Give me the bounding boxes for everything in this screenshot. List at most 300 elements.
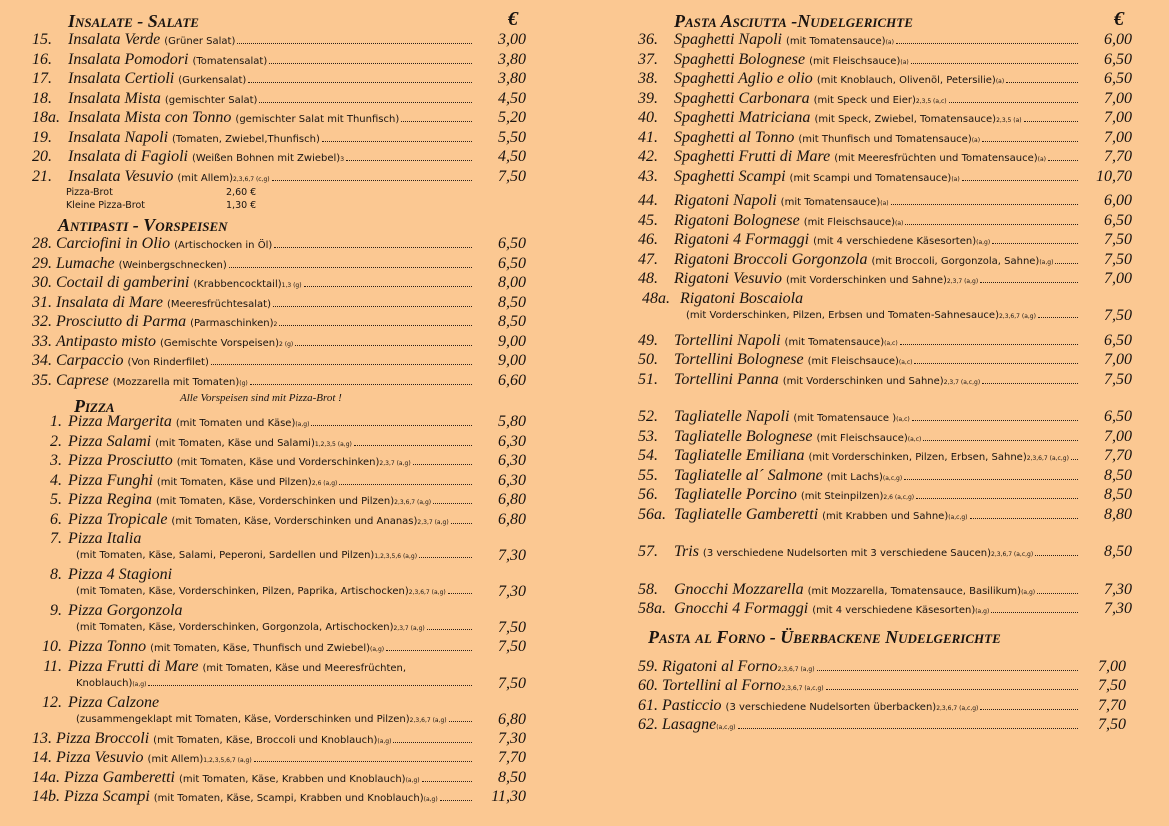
item-price: 5,80 [498,413,526,430]
item-name: Antipasto misto [56,332,157,350]
item-price: 7,50 [1104,370,1132,388]
item-price: 10,70 [1096,167,1132,185]
item-price: 9,00 [498,352,526,369]
dot-leader [448,593,472,594]
item-description: (mit Tomaten, Käse und Salami) [155,437,315,449]
item-price: 7,50 [498,674,526,692]
item-number: 36. [638,31,658,48]
item-description: (3 verschiedene Nudelsorten überbacken) [725,701,937,713]
item-description-cont: Knoblauch) [76,677,133,689]
dot-leader [982,141,1078,142]
dot-leader [422,781,472,782]
dot-leader [949,102,1078,103]
item-name: Rigatoni 4 Formaggi [674,231,810,248]
allergen-codes: 2,6 (a,g) [311,479,338,487]
menu-item [32,412,530,432]
item-name: Pizza Margerita [68,413,172,430]
item-name: Insalata Verde [68,31,161,48]
allergen-codes: (a,g) [1021,588,1036,596]
item-description: (mit Vorderschinken und Sahne) [785,275,947,286]
item-description: (mit Mozzarella, Tomatensauce, Basilikum) [807,585,1022,597]
item-price: 7,00 [1098,657,1126,675]
item-detail-line [76,618,474,639]
allergen-codes: 3 [340,156,345,163]
menu-item [32,167,530,187]
dot-leader [339,484,472,485]
allergen-codes: (a) [900,58,909,66]
item-number: 9. [50,602,62,619]
menu-item [32,89,530,109]
item-price: 6,80 [498,510,526,528]
section-note: Alle Vorspeisen sind mit Pizza-Brot ! [180,392,342,404]
item-description: (mit Speck und Eier) [813,94,916,106]
dot-leader [923,440,1078,441]
allergen-codes: (a,c) [896,416,910,423]
item-number: 14b. [32,788,60,805]
dot-leader [826,689,1078,690]
dot-leader [311,425,472,426]
dot-leader [982,383,1078,384]
menu-item-two-line [32,601,530,637]
dot-leader [401,121,472,122]
menu-item [638,50,1136,70]
item-number: 13. [32,729,52,747]
dot-leader [272,180,472,181]
allergen-codes: (a,c,g) [948,513,968,521]
item-name: Pasticcio [662,696,722,714]
item-detail-line [76,710,474,731]
allergen-codes: 2,3,5 (a) [996,117,1022,124]
item-name: Pizza Gamberetti [64,768,175,786]
allergen-codes: (a,g) [132,680,147,688]
item-name: Gnocchi 4 Formaggi [674,600,809,617]
item-price: 7,00 [1104,351,1132,368]
item-description: (mit Tomaten, Käse, Broccoli und Knoblauch) [153,734,378,746]
item-body [68,30,474,52]
item-number: 33. [32,332,52,350]
dot-leader [248,82,472,83]
item-name: Insalata Mista [68,89,161,107]
item-name: Tagliatelle Emiliana [674,447,805,464]
dot-leader [413,464,472,465]
item-price: 5,20 [498,109,526,126]
item-name: Rigatoni Vesuvio [674,270,782,287]
allergen-codes: 1,2,3,5,6 (a,g) [374,553,418,560]
item-number: 17. [32,70,52,87]
item-name: Pizza Vesuvio [56,749,144,766]
item-description: (Gemischte Vorspeisen) [160,337,280,349]
item-number: 11. [43,657,62,675]
item-number: 54. [638,447,658,464]
dot-leader [279,325,472,326]
dot-leader [148,685,472,686]
menu-item [638,599,1136,619]
item-description: (mit Fleischsauce) [807,356,899,367]
menu-item [638,407,1136,427]
allergen-codes: (a,g) [377,737,392,745]
item-name: Insalata Vesuvio [68,167,174,185]
section-title: Insalate - Salate [68,11,199,31]
menu-item [32,128,530,148]
allergen-codes: 2,3,6,7 (a,g) [409,716,447,724]
menu-item [638,485,1136,505]
allergen-codes: (a) [885,39,894,46]
allergen-codes: (a,c,g) [882,474,903,482]
item-description: (mit Scampi und Tomatensauce) [789,172,952,184]
dot-leader [259,102,472,103]
item-description: (mit Fleischsauce) [816,432,908,444]
allergen-codes: (a,g) [405,776,420,784]
menu-item [638,269,1136,289]
menu-item [32,293,530,313]
item-price: 6,50 [1104,50,1132,68]
menu-item [32,371,530,391]
allergen-codes: (a) [995,78,1005,85]
allergen-codes: 2,3,6,7 (a,c,g) [1026,455,1069,462]
dot-leader [1071,459,1078,460]
item-name: Spaghetti Bolognese [674,50,806,68]
dot-leader [1037,593,1078,594]
dot-leader [970,518,1078,519]
item-name: Rigatoni Bolognese [674,211,800,229]
item-price: 8,50 [498,293,526,311]
item-price: 7,00 [1104,427,1132,445]
item-price: 6,50 [1104,211,1132,229]
item-number: 21. [32,167,52,185]
item-number: 41. [638,128,658,146]
allergen-codes: 2,3,6,7 (a,g) [998,312,1036,320]
dot-leader [914,363,1078,364]
dot-leader [274,247,472,248]
dot-leader [254,761,472,762]
item-name: Gnocchi Mozzarella [674,580,804,598]
item-number: 48a. [642,289,670,307]
menu-item [638,505,1136,525]
item-body [674,167,1080,190]
allergen-codes: 2,3,5 (a,c) [915,97,947,105]
item-number: 18a. [32,109,60,126]
item-body [674,599,1080,622]
item-description: (mit Tomatensauce) [784,336,885,348]
dot-leader [911,63,1078,64]
item-number: 31. [32,293,52,311]
extra-row: Kleine Pizza-Brot 1,30 € [66,200,257,211]
item-price: 7,50 [1104,231,1132,248]
menu-item [638,427,1136,447]
dot-leader [817,670,1078,671]
allergen-codes: 2,3,6,7 (a,g) [408,589,446,596]
item-name: Insalata Napoli [68,128,169,146]
item-price: 6,60 [498,371,526,389]
item-number: 57. [638,543,658,560]
item-price: 7,30 [498,547,526,564]
item-name: Spaghetti Frutti di Mare [674,148,831,165]
item-description: (mit Allem) [147,754,204,765]
item-number: 58a. [638,600,666,617]
menu-item [638,250,1136,270]
item-price: 7,30 [1104,600,1132,617]
item-description: (mit Broccoli, Gorgonzola, Sahne) [871,255,1040,267]
item-price: 7,00 [1104,89,1132,107]
item-price: 6,50 [498,235,526,252]
item-number: 56a. [638,505,666,523]
dot-leader [419,557,472,558]
item-number: 43. [638,167,658,185]
item-description: (mit Tomaten, Käse, Scampi, Krabben und Knoblauch) [153,793,424,804]
item-description: (mit Tomaten, Käse, Vorderschinken, Gorgonzola, Artischocken) [76,622,394,633]
menu-item [32,471,530,491]
allergen-codes: (a) [895,219,904,227]
dot-leader [912,420,1078,421]
item-body [674,370,1080,393]
item-description: (mit Tomaten, Käse und Pilzen) [156,476,312,488]
item-name: Tagliatelle Bolognese [674,427,813,445]
item-description: (3 verschiedene Nudelsorten mit 3 verschiedene Saucen) [702,548,992,559]
item-price: 7,70 [1104,447,1132,464]
menu-item [638,147,1136,167]
menu-item [638,69,1136,89]
menu-item [32,787,530,807]
allergen-codes: (a) [951,175,960,183]
item-price: 7,30 [1104,580,1132,598]
allergen-codes: 2,3,7 (a,g) [393,625,425,632]
dot-leader [992,243,1078,244]
item-name: Lasagne [662,716,717,733]
item-name: Spaghetti Scampi [674,167,786,185]
dot-leader [980,282,1078,283]
item-name: Caprese [56,371,109,389]
dot-leader [304,286,472,287]
item-number: 8. [50,566,62,583]
item-number: 3. [50,452,62,469]
dot-leader [250,384,472,385]
item-number: 30. [32,274,52,291]
dot-leader [991,612,1078,613]
item-description: (mit Tomaten, Käse, Salami, Peperoni, Sardellen und Pilzen) [76,550,375,561]
item-number: 40. [638,109,658,126]
menu-item [32,332,530,352]
item-price: 9,00 [498,332,526,350]
dot-leader [916,498,1078,499]
dot-leader [900,344,1078,345]
item-body [674,505,1080,528]
item-price: 6,50 [1104,408,1132,425]
item-description: (mit Fleischsauce) [803,216,896,228]
item-price: 8,50 [498,313,526,330]
dot-leader [962,180,1078,181]
allergen-codes: (a,g) [423,796,438,803]
currency-symbol: € [508,8,518,30]
menu-item [32,147,530,167]
allergen-codes: 1,2,3,5,6,7 (a,g) [203,757,252,764]
item-number: 35. [32,371,52,389]
item-description: (Parmaschinken) [190,318,274,329]
item-number: 44. [638,192,658,209]
menu-item [638,128,1136,148]
item-price: 7,00 [1104,109,1132,126]
item-number: 5. [50,491,62,508]
dot-leader [1055,263,1078,264]
item-description: (mit Tomaten, Käse und Vorderschinken) [176,457,380,468]
item-name: Rigatoni al Forno [662,657,778,675]
allergen-codes: (a,g) [370,646,385,653]
item-number: 60. [638,677,658,694]
item-name: Pizza Prosciutto [68,452,173,469]
item-description: (Meeresfrüchtesalat) [166,298,271,310]
item-price: 7,50 [498,619,526,636]
item-name: Pizza Funghi [68,471,153,489]
menu-item [32,254,530,274]
item-description: (Grüner Salat) [164,36,236,47]
item-description: (mit Tomatensauce ) [793,413,897,424]
item-description: (mit Tomatensauce) [786,36,886,47]
item-number: 20. [32,148,52,165]
item-price: 7,50 [1104,250,1132,268]
section-antipasti-header [32,212,530,234]
section-forno-header [638,623,1136,649]
allergen-codes: (a,g) [1039,258,1054,266]
item-price: 3,00 [498,31,526,48]
menu-item [32,50,530,70]
item-price: 6,50 [1104,331,1132,349]
item-price: 8,50 [498,768,526,786]
dot-leader [891,204,1078,205]
item-description: (mit Krabben und Sahne) [822,510,949,522]
item-description: (mit Speck, Zwiebel, Tomatensauce) [814,114,997,125]
allergen-codes: 2,3,7 (a,g) [946,278,979,285]
menu-item [638,446,1136,466]
item-description: (mit Fleischsauce) [809,55,901,67]
item-number: 10. [42,638,62,655]
item-name: Spaghetti Carbonara [674,89,810,107]
menu-item [638,108,1136,128]
item-name: Pizza 4 Stagioni [68,566,173,583]
item-name: Spaghetti Napoli [674,31,782,48]
menu-item [32,432,530,452]
menu-item [32,234,530,254]
allergen-codes: 2,3,6,7 (a,c,g) [936,704,979,712]
item-price: 5,50 [498,128,526,146]
item-price: 7,70 [1098,696,1126,714]
item-description: (mit Lachs) [826,471,883,483]
item-price: 6,00 [1104,31,1132,48]
item-name: Prosciutto di Parma [56,313,187,330]
allergen-codes: (a,g) [976,239,991,246]
allergen-codes: (a,c) [898,359,913,366]
item-number: 46. [638,231,658,248]
item-price: 4,50 [498,148,526,165]
dot-leader [896,43,1078,44]
item-name: Tris [674,543,699,560]
item-number: 55. [638,466,658,484]
item-price: 8,50 [1104,466,1132,484]
item-number: 28. [32,235,52,252]
dot-leader [1035,555,1078,556]
extra-row: Pizza-Brot 2,60 € [66,187,257,198]
item-description: (mit Tomaten, Käse, Vorderschinken und Ananas) [171,515,418,527]
item-number: 49. [638,331,658,349]
item-body [32,293,474,315]
item-price: 4,50 [498,89,526,107]
menu-item [638,211,1136,231]
item-description: (mit Knoblauch, Olivenöl, Petersilie) [816,75,996,86]
item-number: 4. [50,471,62,489]
item-number: 59. [638,657,658,675]
item-description: (mit Tomaten, Käse, Krabben und Knoblauch) [178,773,406,785]
item-price: 8,80 [1104,505,1132,523]
dot-leader [427,629,472,630]
item-number: 14a. [32,768,60,786]
item-description: (mit 4 verschiedene Käsesorten) [812,605,976,616]
allergen-codes: (a,c,g) [716,724,736,731]
item-price: 6,80 [498,710,526,728]
item-description: (mit Meeresfrüchten und Tomatensauce) [834,153,1038,164]
dot-leader [440,800,472,801]
menu-item [32,30,530,50]
item-description: (Krabbencocktail) [193,279,282,290]
item-name: Insalata di Mare [56,293,163,311]
dot-leader [1006,82,1078,83]
menu-item [638,167,1136,187]
allergen-codes: (a,c) [884,339,898,347]
item-description: (Mozzarella mit Tomaten) [112,376,240,388]
section-pasta-header [638,8,1136,30]
dot-leader [738,728,1078,729]
dot-leader [269,63,472,64]
dot-leader [1024,121,1078,122]
item-price: 3,80 [498,50,526,68]
dot-leader [211,364,472,365]
item-detail-line [76,546,474,567]
item-name: Pizza Gorgonzola [68,602,183,619]
item-name: Coctail di gamberini [56,274,190,291]
item-number: 52. [638,408,658,425]
item-number: 61. [638,696,658,714]
item-name: Tagliatelle Porcino [674,486,797,503]
item-number: 47. [638,250,658,268]
item-description: (mit Tomaten, Käse, Vorderschinken, Pilzen, Paprika, Artischocken) [76,586,409,597]
item-number: 38. [638,70,658,87]
item-price: 11,30 [491,788,526,805]
item-description: (Tomaten, Zwiebel,Thunfisch) [172,133,320,145]
item-name: Pizza Italia [68,530,142,547]
item-price: 7,50 [1098,716,1126,733]
item-price: 6,30 [498,452,526,469]
item-price: 8,00 [498,274,526,291]
allergen-codes: (g) [239,379,248,387]
item-price: 6,30 [498,432,526,450]
item-number: 7. [50,530,62,547]
item-detail-line [76,582,474,603]
currency-symbol: € [1114,8,1124,30]
dot-leader [354,445,472,446]
item-price: 6,00 [1104,192,1132,209]
menu-item-two-line [638,289,1136,325]
item-body [68,128,474,150]
menu-item [638,676,1136,696]
item-detail-line [76,674,474,695]
item-name: Carciofini in Olio [56,235,171,252]
item-name: Lumache [56,254,115,272]
menu-item [32,729,530,749]
item-description: (mit Vorderschinken und Sahne) [782,375,944,387]
item-number: 50. [638,351,658,368]
item-name: Pizza Salami [68,432,152,450]
menu-item-two-line [32,657,530,693]
allergen-codes: (a) [880,200,889,207]
menu-item-two-line [32,693,530,729]
item-description: (Gurkensalat) [178,75,247,86]
